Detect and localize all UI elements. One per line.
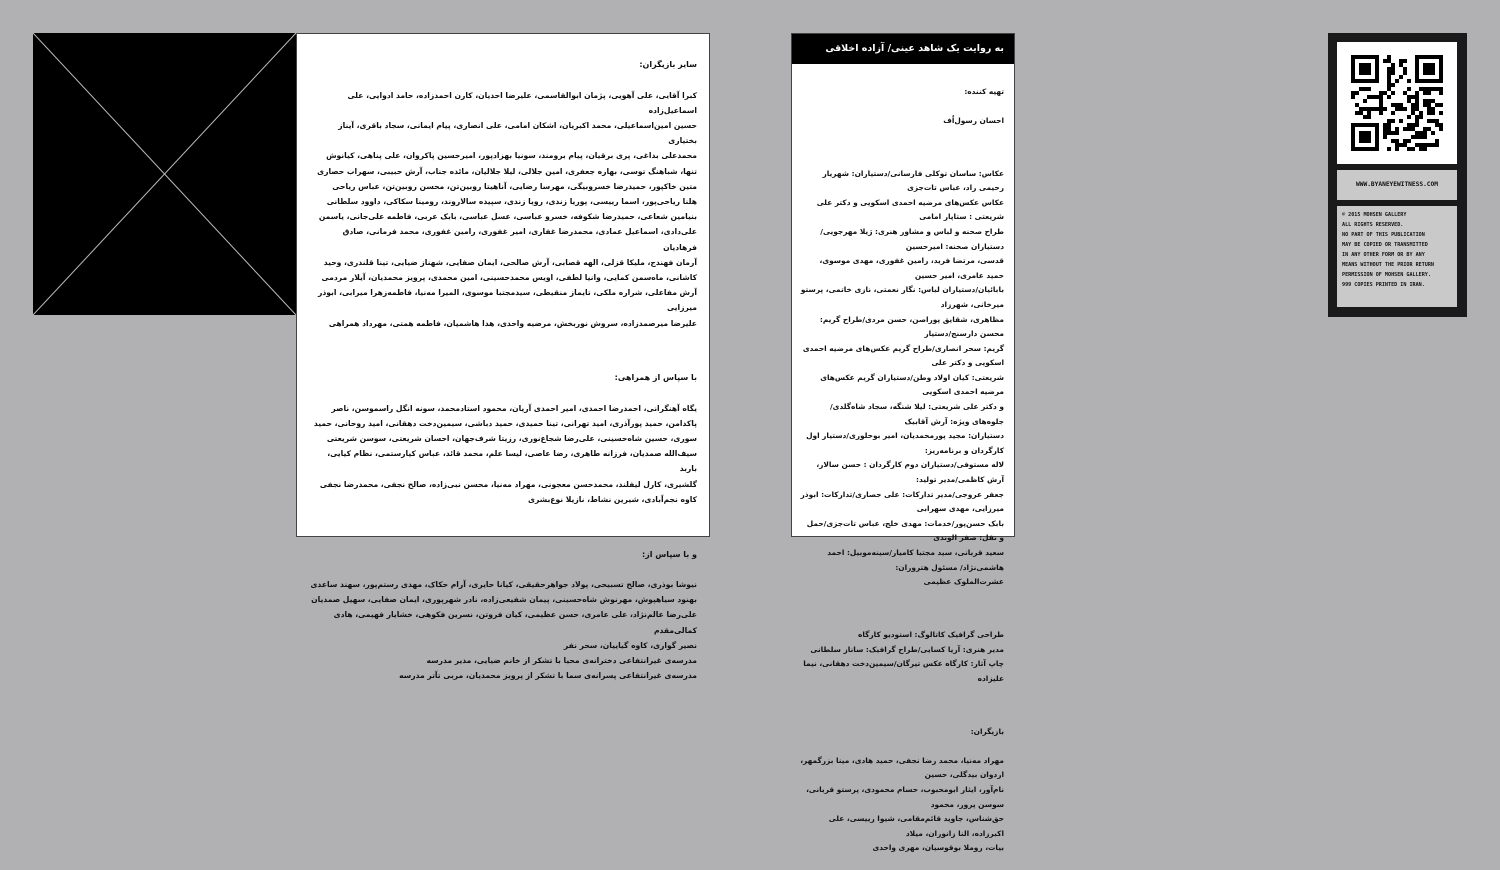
section-text: طراحی گرافیک کاتالوگ: استودیو کارگاه مدیر هنری: آریا کسایی/طراح گرافیک: ساناز سلطانی چاپ آثار: کارگاه عکس تیرگان/سیمین‌دخت دهقانی، نیما علیزاده (803, 629, 1004, 683)
cast-section (800, 710, 1004, 870)
section-text: مهراد مه‌نیا، محمد رضا نجفی، حمید هادی، مینا بزرگمهر، اردوان بیدگلی، حسین نام‌آور، ایثار ابومحبوب، حسام محمودی، پرستو قربانی، سوسن پرور، محمود حق‌شناس، جاوید قائم‌مقامی، شیوا رییسی، علی اکبرزاده، النا زانوران، میلاد بیات، روملا بوقوسیان، مهری واحدی (800, 755, 1004, 853)
placeholder-cross-icon (33, 33, 296, 315)
other-actors-section (309, 42, 697, 346)
section-text: کبرا آقایی، علی آهویی، پژمان ابوالقاسمی، علیرضا احدیان، کارن احمدزاده، حامد ادوایی، علی اسماعیل‌زاده حسین امین‌اسماعیلی، محمد اکبریان، اشکان امامی، علی انصاری، پیام ایمانی، سجاد باقری، آیناز بختیاری محمدعلی بداغی، پری برقیان، پیام برومند، سونیا بهزادپور، امیرحسین پاکروان، علی پناهی، کیانوش تنها، شباهنگ توسی، بهاره جعفری، امین جلالی، لیلا جلالیان، مائده جناب، آرش حبیبی، سهراب حصاری متین خاکپور، حمیدرضا خسروبیگی، مهرسا رضایی، آناهیتا روبین‌تن، محسن روبین‌تن، عباس ریاحی هلنا ریاحی‌پور، اسما رییسی، پوریا زندی، رویا زندی، سپیده سالاروند، رومینا سکاکی، داوود سلطانی بنیامین شعاعی، حمیدرضا شکوفه، خسرو عباسی، عسل عباسی، بابک عربی، فاطمه علی‌جانی، یاسمن علی‌دادی، اسماعیل عمادی، محمدرضا غفاری، امیر غفوری، رامین غفوری، محمد فرمانی، صادق فرهادیان آرمان فهندج، ملیکا قزلی، الهه قصابی، آرش صالحی، ایمان صفایی، شهناز ضیایی، تینا قلندری، وحید کاشانی، ماه‌سمن کمایی، وانیا لطفی، اویس محمدحسینی، امین محمدی، پرویز محمدیان، آیلار مردمی آرش مفاعلی، شراره ملکی، تایماز منقیطی، سیدمجتبا موسوی، المیرا مه‌نیا، فاطمه‌زهرا میرابی، ابوذر میرزایی علیرضا میرصمدزاده، سروش نوربخش، مرضیه واحدی، هدا هاشمیان، فاطمه همتی، مهرداد همراهی (317, 90, 697, 328)
section-text: عکاس: ساسان توکلی فارسانی/دستیاران: شهریار رحیمی راد، عباس تات‌جزی عکاس عکس‌های مرضیه احمدی اسکویی و دکتر علی شریعتی : ستاپار امامی طراح صحنه و لباس و مشاور هنری: ژیلا مهرجویی/دستیاران صحنه: امیرحسین قدسی، مرتضا فرید، رامین غفوری، مهدی موسوی، حمید عامری، امیر حسین بابائیان/دستیاران لباس: نگار نعمتی، نازی خاتمی، پرستو میرخانی، شهرزاد مظاهری، شقایق پوراصن، حسن مردی/طراح گریم: محسن دارسنج/دستیار گریم: سحر انصاری/طراح گریم عکس‌های مرضیه احمدی اسکویی و دکتر علی شریعتی: کیان اولاد وطن/دستیاران گریم عکس‌های مرضیه احمدی اسکویی و دکتر علی شریعتی: لیلا شنگه، سجاد شاه‌گلدی/جلوه‌های ویژه: آرش آقابیک دستیاران: مجید پورمحمدیان، امیر بوحلوری/دستیار اول کارگردان و برنامه‌ریز: لاله مستوفی/دستیاران دوم کارگردان : حسن سالار، آرش کاظمی/مدیر تولید: جعفر عروجی/مدیر تدارکات: علی حصاری/تدارکات: ابوذر میرزایی، مهدی سهرابی بابک حسن‌پور/خدمات: مهدی خلج، عباس تات‌جزی/حمل و نقل: صفر الوندی سعید قربانی، سید مجتبا کامیار/سینه‌موبیل: احمد هاشمی‌نژاد/ مسئول هتروران: عشرت‌الملوک عظیمی (800, 168, 1004, 587)
thanks-section (309, 531, 697, 698)
thanks-accompaniment-section (309, 355, 697, 522)
section-heading: تهیه کننده: (964, 86, 1004, 96)
section-heading: سایر بازیگران: (639, 60, 697, 70)
credits-page-left (296, 33, 710, 681)
section-heading: بازیگران: (970, 726, 1004, 736)
section-text: نیوشا بوذری، صالح تسبیحی، پولاد جواهرحقیقی، کیانا حایری، آرام حکاک، مهدی رستم‌پور، سهند ساعدی بهنود سیاهپوش، مهرنوش شاه‌حسینی، پیمان شفیعی‌زاده، نادر شهرپوری، ایمان صفایی، سهیل صمدیان علی‌رضا عالم‌نژاد، علی عامری، حسن عظیمی، کیان فروتن، نسرین فکوهی، خشایار فهیمی، هادی کمالی‌مقدم نصیر گواری، کاوه گیاییان، سحر نفر مدرسه‌ی غیرانتفاعی دخترانه‌ی محیا با تشکر از خانم ضیایی، مدیر مدرسه مدرسه‌ی غیرانتفاعی پسرانه‌ی سما با تشکر از پرویز محمدیان، مربی تآتر مدرسه (310, 579, 697, 681)
graphic-design-section (800, 613, 1004, 701)
website-url[interactable]: WWW.BYANEYEWITNESS.COM (1337, 170, 1457, 200)
image-placeholder (33, 33, 296, 315)
qr-code-icon (1351, 55, 1443, 151)
copyright-notice: © 2015 MOHSEN GALLERY ALL RIGHTS RESERVED. NO PART OF THIS PUBLICATION MAY BE COPIED OR TRANSMITTED IN ANY OTHER FORM OR BY ANY MEANS WITHOUT THE PRIOR RETURN PERMISSION OF MOHSEN GALLERY. 999 COPIES PRINTED IN IRAN. (1337, 206, 1457, 307)
page-title: به روایت یک شاهد عینی/ آزاده اخلاقی (792, 34, 1014, 64)
credits-body (792, 64, 1014, 870)
credits-page-right (791, 33, 1015, 853)
colophon-panel (1328, 33, 1467, 317)
section-heading: با سپاس از همراهی: (614, 373, 697, 383)
section-text: یگاه آهنگرانی، احمدرضا احمدی، امیر احمدی آریان، محمود استادمحمد، سونه انگل راسموسن، ناصر پاکدامن، حمید پورآذری، امید تهرانی، تینا حمیدی، حمید دباشی، سیمین‌دخت دهقانی، امید روحانی، حمید سوری، حسین شاه‌حسینی، علی‌رضا شجاع‌نوری، رزیتا شرف‌جهان، احسان شریعتی، سوسن شریعتی سیف‌الله صمدیان، فرزانه طاهری، رضا عاصی، لیسا علم، محمد قائد، عباس کیارستمی، نظام کیایی، باربد گلشیری، کارل لیفلند، محمدحسن معجونی، مهراد مه‌نیا، محسن نبی‌زاده، صالح نجفی، محمدرضا نجفی کاوه نجم‌آبادی، شیرین نشاط، نازیلا نوع‌بشری (313, 403, 697, 504)
section-heading: و با سپاس از: (641, 549, 697, 559)
producer-section (800, 70, 1004, 143)
crew-section (800, 152, 1004, 604)
section-text: احسان رسول‌اُف (943, 115, 1004, 125)
qr-code[interactable] (1337, 42, 1457, 164)
